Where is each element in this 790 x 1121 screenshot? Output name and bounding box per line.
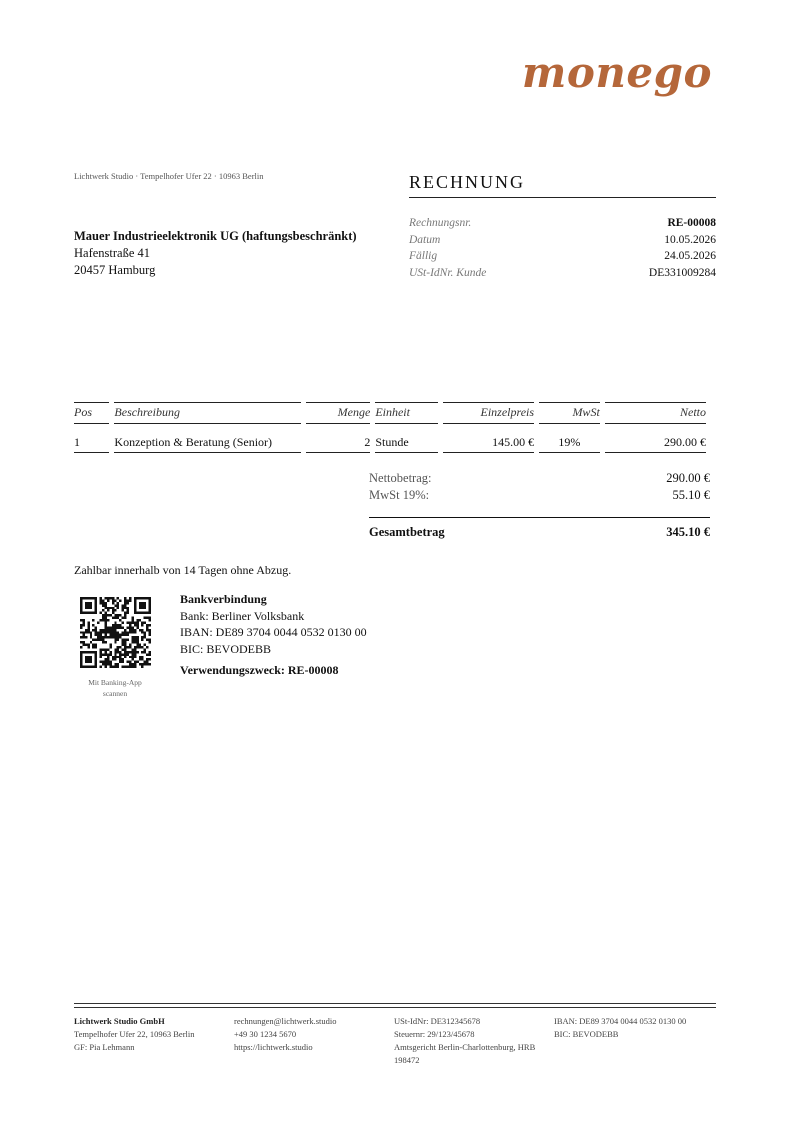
net-total-label: Nettobetrag: bbox=[369, 471, 432, 485]
meta-label: Fällig bbox=[409, 250, 438, 262]
vat-total-label: MwSt 19%: bbox=[369, 488, 430, 502]
footer-tax bbox=[394, 1015, 554, 1067]
cell-net: 290.00 € bbox=[605, 424, 706, 453]
meta-row-due bbox=[409, 248, 716, 265]
footer-contact bbox=[234, 1015, 394, 1067]
meta-label: USt-IdNr. Kunde bbox=[409, 266, 487, 279]
line-items-table bbox=[69, 402, 711, 453]
meta-label: Datum bbox=[409, 233, 441, 246]
footer-email: rechnungen@lichtwerk.studio bbox=[234, 1016, 337, 1026]
customer-vat-id: DE331009284 bbox=[648, 266, 716, 279]
net-total-value: 290.00 € bbox=[666, 471, 710, 485]
meta-row-vat-id bbox=[409, 265, 716, 282]
bank-bic: BIC: BEVODEBB bbox=[180, 641, 272, 656]
meta-row-invoice-number bbox=[409, 215, 716, 232]
payment-reference: Verwendungszweck: RE-00008 bbox=[180, 663, 339, 677]
net-total-row bbox=[369, 470, 710, 487]
footer-bic: BIC: BEVODEBB bbox=[554, 1029, 619, 1039]
bank-iban: IBAN: DE89 3704 0044 0532 0130 00 bbox=[180, 625, 367, 639]
due-date: 24.05.2026 bbox=[664, 250, 716, 262]
col-header-pos: Pos bbox=[74, 402, 109, 424]
recipient-street: Hafenstraße 41 bbox=[74, 246, 151, 260]
recipient-address bbox=[74, 228, 357, 279]
sender-address-line: Lichtwerk Studio · Tempelhofer Ufer 22 · 10963 Berlin bbox=[74, 171, 264, 181]
payment-qr-code-icon bbox=[80, 597, 151, 668]
col-header-quantity: Menge bbox=[306, 402, 371, 424]
grand-total-label: Gesamtbetrag bbox=[369, 525, 445, 539]
cell-pos: 1 bbox=[74, 424, 109, 453]
grand-total-row bbox=[369, 517, 710, 541]
vat-total-value: 55.10 € bbox=[672, 488, 710, 502]
invoice-date: 10.05.2026 bbox=[664, 233, 716, 246]
cell-unit-price: 145.00 € bbox=[443, 424, 534, 453]
bank-details bbox=[180, 591, 367, 679]
footer-hrb: 198472 bbox=[394, 1055, 420, 1065]
footer-website: https://lichtwerk.studio bbox=[234, 1042, 313, 1052]
table-header-row bbox=[74, 402, 706, 424]
footer-phone: +49 30 1234 5670 bbox=[234, 1029, 297, 1039]
document-title: RECHNUNG bbox=[409, 172, 716, 198]
meta-row-date bbox=[409, 232, 716, 249]
footer-vat-id: USt-IdNr: DE312345678 bbox=[394, 1016, 481, 1026]
payment-terms: Zahlbar innerhalb von 14 Tagen ohne Abzug. bbox=[74, 563, 292, 577]
footer-managing-director: GF: Pia Lehmann bbox=[74, 1042, 135, 1052]
recipient-city: 20457 Hamburg bbox=[74, 263, 156, 277]
col-header-description: Beschreibung bbox=[114, 402, 300, 424]
col-header-unit: Einheit bbox=[375, 402, 438, 424]
qr-caption bbox=[74, 677, 156, 699]
bank-name: Bank: Berliner Volksbank bbox=[180, 608, 305, 623]
cell-vat: 19% bbox=[539, 424, 600, 453]
footer-divider bbox=[74, 1003, 716, 1004]
grand-total-value: 345.10 € bbox=[666, 525, 710, 539]
footer-company-name: Lichtwerk Studio GmbH bbox=[74, 1016, 165, 1026]
cell-unit: Stunde bbox=[375, 424, 438, 453]
footer bbox=[74, 1015, 716, 1067]
col-header-vat: MwSt bbox=[539, 402, 600, 424]
footer-company bbox=[74, 1015, 234, 1067]
col-header-unit-price: Einzelpreis bbox=[443, 402, 534, 424]
footer-iban: IBAN: DE89 3704 0044 0532 0130 00 bbox=[554, 1016, 687, 1026]
qr-modules bbox=[80, 597, 151, 668]
col-header-net: Netto bbox=[605, 402, 706, 424]
bank-heading: Bankverbindung bbox=[180, 592, 267, 606]
meta-label: Rechnungsnr. bbox=[409, 217, 472, 229]
vat-total-row bbox=[369, 487, 710, 504]
qr-caption-line: scannen bbox=[102, 689, 128, 698]
table-row bbox=[74, 424, 706, 453]
invoice-number: RE-00008 bbox=[667, 217, 716, 229]
cell-description: Konzeption & Beratung (Senior) bbox=[114, 424, 300, 453]
cell-quantity: 2 bbox=[306, 424, 371, 453]
footer-divider bbox=[74, 1007, 716, 1008]
qr-caption-line: Mit Banking-App bbox=[88, 678, 142, 687]
footer-tax-number: Steuernr: 29/123/45678 bbox=[394, 1029, 475, 1039]
footer-company-address: Tempelhofer Ufer 22, 10963 Berlin bbox=[74, 1029, 195, 1039]
invoice-meta bbox=[409, 215, 716, 281]
company-logo: monego bbox=[521, 48, 712, 97]
footer-bank bbox=[554, 1015, 714, 1067]
footer-court: Amtsgericht Berlin-Charlottenburg, HRB bbox=[394, 1042, 536, 1052]
recipient-name: Mauer Industrieelektronik UG (haftungsbeschränkt) bbox=[74, 229, 357, 243]
totals-block bbox=[369, 470, 710, 541]
